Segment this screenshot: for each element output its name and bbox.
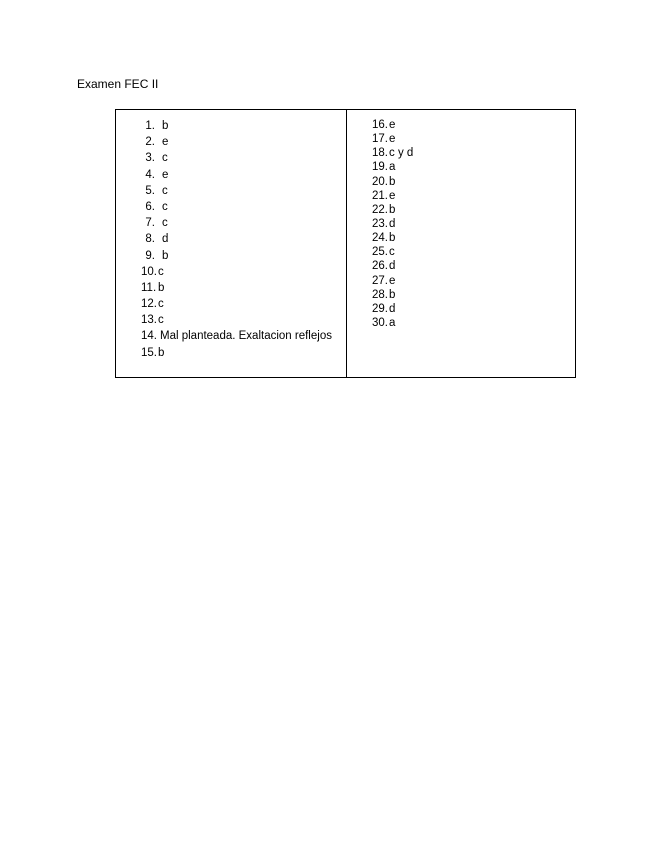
question-number: 5. xyxy=(145,184,155,197)
answer-item xyxy=(116,183,346,199)
question-number: 10. xyxy=(141,265,157,278)
answer-column-right xyxy=(347,110,575,377)
answer-value: c xyxy=(162,217,168,230)
question-number: 6. xyxy=(145,200,155,213)
answer-value: b xyxy=(158,346,165,359)
question-number: 11. xyxy=(141,281,157,294)
answer-item xyxy=(347,302,575,316)
question-number: 23. xyxy=(372,217,388,230)
question-number: 8. xyxy=(145,233,155,246)
answer-value: d xyxy=(389,217,396,230)
answer-item xyxy=(116,118,346,134)
answer-item xyxy=(347,203,575,217)
answer-item xyxy=(116,280,346,296)
answer-value: b xyxy=(162,249,169,262)
answer-value: d xyxy=(162,233,169,246)
answer-value: e xyxy=(389,119,396,131)
question-number: 22. xyxy=(372,203,388,216)
answer-item xyxy=(116,150,346,166)
answer-item xyxy=(347,259,575,273)
answer-value: e xyxy=(162,168,169,181)
question-number: 28. xyxy=(372,288,388,301)
answer-item xyxy=(347,217,575,231)
answer-item xyxy=(116,312,346,328)
answer-value: Mal planteada. Exaltacion reflejos xyxy=(160,330,332,343)
answer-value: a xyxy=(389,161,396,174)
answer-item xyxy=(347,118,575,132)
answer-value: b xyxy=(162,120,169,132)
answer-item xyxy=(116,264,346,280)
question-number: 15. xyxy=(141,346,157,359)
answer-value: c xyxy=(389,246,395,259)
answer-item xyxy=(347,245,575,259)
question-number: 14. xyxy=(141,330,157,343)
answer-value: c xyxy=(162,200,168,213)
answer-value: b xyxy=(158,281,165,294)
question-number: 24. xyxy=(372,232,388,245)
question-number: 12. xyxy=(141,298,157,311)
answer-value: d xyxy=(389,260,396,273)
answer-item xyxy=(116,215,346,231)
answer-item xyxy=(347,288,575,302)
answer-value: c xyxy=(158,298,164,311)
answer-value: c xyxy=(162,152,168,165)
answer-item xyxy=(116,134,346,150)
answer-item xyxy=(116,167,346,183)
question-number: 17. xyxy=(372,133,388,146)
question-number: 29. xyxy=(372,302,388,315)
answer-column-left xyxy=(116,110,347,377)
answer-item xyxy=(347,146,575,160)
question-number: 18. xyxy=(372,147,388,160)
answer-item xyxy=(116,199,346,215)
question-number: 7. xyxy=(145,217,155,230)
question-number: 20. xyxy=(372,175,388,188)
answer-item xyxy=(116,248,346,264)
question-number: 27. xyxy=(372,274,388,287)
question-number: 4. xyxy=(145,168,155,181)
answer-item xyxy=(347,316,575,330)
answer-value: e xyxy=(162,136,169,149)
answer-item xyxy=(347,231,575,245)
question-number: 19. xyxy=(372,161,388,174)
question-number: 1. xyxy=(145,120,155,132)
answer-item xyxy=(347,189,575,203)
answer-value: c xyxy=(162,184,168,197)
answer-value: c y d xyxy=(389,147,414,160)
answer-item xyxy=(116,296,346,312)
answer-item xyxy=(347,274,575,288)
answer-table xyxy=(115,109,576,378)
answer-item xyxy=(347,175,575,189)
question-number: 3. xyxy=(145,152,155,165)
answer-value: a xyxy=(389,316,396,329)
answer-value: e xyxy=(389,189,396,202)
question-number: 25. xyxy=(372,246,388,259)
answer-value: d xyxy=(389,302,396,315)
question-number: 30. xyxy=(372,316,388,329)
answer-item xyxy=(347,132,575,146)
answer-value: e xyxy=(389,274,396,287)
answer-value: c xyxy=(158,265,164,278)
question-number: 13. xyxy=(141,314,157,327)
question-number: 16. xyxy=(372,119,388,131)
answer-value: c xyxy=(158,314,164,327)
question-number: 2. xyxy=(145,136,155,149)
answer-value: b xyxy=(389,175,396,188)
answer-item xyxy=(347,160,575,174)
answer-item xyxy=(116,231,346,247)
answer-value: b xyxy=(389,203,396,216)
answer-item xyxy=(116,345,346,361)
question-number: 26. xyxy=(372,260,388,273)
answer-item xyxy=(116,328,346,344)
answer-value: e xyxy=(389,133,396,146)
question-number: 21. xyxy=(372,189,388,202)
answer-value: b xyxy=(389,288,396,301)
document-title: Examen FEC II xyxy=(77,77,159,91)
answer-value: b xyxy=(389,232,396,245)
question-number: 9. xyxy=(145,249,155,262)
